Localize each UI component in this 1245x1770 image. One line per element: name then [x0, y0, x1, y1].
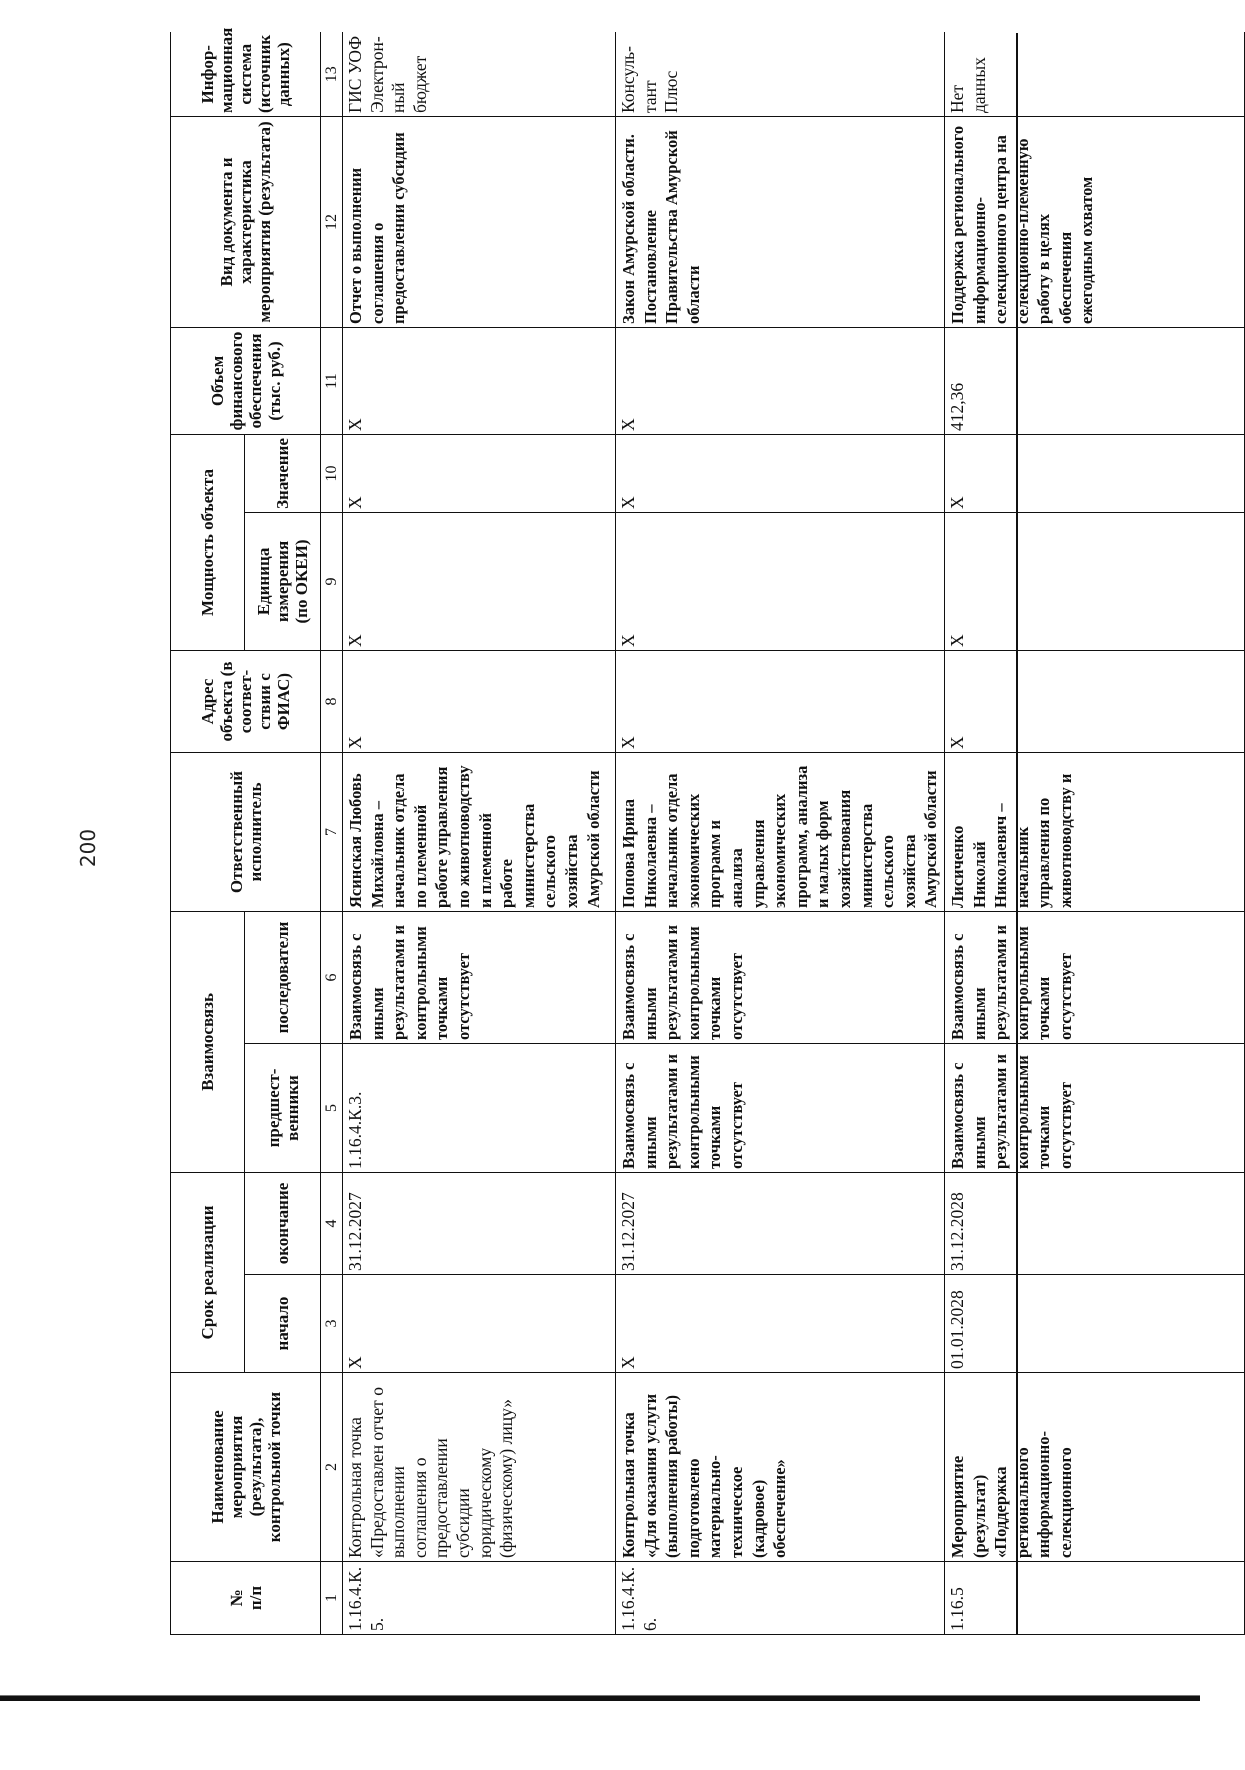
- cell-responsible: Лисиченко Николай Николаевич – начальник управления по животноводству и: [944, 752, 1244, 911]
- cell-name: Мероприятие (результат) «Поддержка регионального информационно- селекционного: [944, 1373, 1244, 1562]
- cell-info-system: ГИС УОФ Электрон- ный бюджет: [343, 32, 616, 116]
- table-row: [343, 32, 616, 1634]
- header-term-group: Срок реализации: [171, 1172, 245, 1372]
- cell-finance: X: [616, 327, 945, 434]
- cell-successors: Взаимосвязь с иными результатами и контрольными точками отсутствует: [343, 911, 616, 1043]
- cell-start: X: [616, 1275, 945, 1373]
- header-term-end: окончание: [245, 1172, 321, 1274]
- table-row: [944, 32, 1244, 1634]
- column-number: 2: [321, 1373, 343, 1562]
- cell-address: X: [616, 650, 945, 752]
- cell-end: 31.12.2027: [616, 1172, 945, 1274]
- cell-predecessors: Взаимосвязь с иными результатами и контрольными точками отсутствует: [616, 1043, 945, 1172]
- cell-address: X: [944, 650, 1244, 752]
- header-finance: Объем финансового обеспечения (тыс. руб.): [171, 327, 321, 434]
- plan-table: [170, 27, 1245, 1635]
- header-capacity-value: Значение: [245, 434, 321, 512]
- page-number: 200: [76, 828, 100, 868]
- cell-doc: Отчет о выполнении соглашения о предоставлении субсидии: [343, 116, 616, 327]
- column-number: 8: [321, 650, 343, 752]
- column-number: 9: [321, 512, 343, 650]
- cell-predecessors: Взаимосвязь с иными результатами и контрольными точками отсутствует: [944, 1043, 1244, 1172]
- cell-info-system: Консуль- тант Плюс: [616, 32, 945, 116]
- cell-name: Контрольная точка «Для оказания услуги (выполнения работы) подготовлено материально- техническое (кадровое) обеспечение»: [616, 1373, 945, 1562]
- cell-capacity-unit: X: [343, 512, 616, 650]
- cell-start: 01.01.2028: [944, 1275, 1244, 1373]
- cell-responsible: Ясинская Любовь Михайловна – начальник отдела по племенной работе управления по животноводству и племенной работе министерства сельского хозяйства Амурской области: [343, 752, 616, 911]
- cell-successors: Взаимосвязь с иными результатами и контрольными точками отсутствует: [616, 911, 945, 1043]
- cell-doc: Поддержка регионального информационно- селекционного центра на селекционно-племенную работу в целях обеспечения ежегодным охватом: [944, 116, 1244, 327]
- header-name: Наименование мероприятия (результата), контрольной точки: [171, 1373, 321, 1562]
- header-capacity-group: Мощность объекта: [171, 434, 245, 650]
- cell-num: 1.16.5: [944, 1562, 1244, 1635]
- table-row: [616, 32, 945, 1634]
- cell-successors: Взаимосвязь с иными результатами и контрольными точками отсутствует: [944, 911, 1244, 1043]
- column-number-row: [321, 32, 343, 1634]
- scan-edge-line: [0, 1696, 1200, 1701]
- header-num: № п/п: [171, 1562, 321, 1635]
- cell-capacity-unit: X: [944, 512, 1244, 650]
- cell-capacity-value: X: [944, 434, 1244, 512]
- cell-capacity-value: X: [616, 434, 945, 512]
- scan-edge-shadow: [0, 1695, 1200, 1696]
- cell-info-system: Нет данных: [944, 32, 1244, 116]
- cell-finance: 412,36: [944, 327, 1244, 434]
- header-link-prev: предшест- венники: [245, 1043, 321, 1172]
- cell-predecessors: 1.16.4.К.3.: [343, 1043, 616, 1172]
- header-term-start: начало: [245, 1275, 321, 1373]
- plan-table-container: [170, 27, 1097, 1635]
- column-number: 3: [321, 1275, 343, 1373]
- column-number: 11: [321, 327, 343, 434]
- cell-num: 1.16.4.К. 5.: [343, 1562, 616, 1635]
- header-info-system: Инфор- мационная система (источник данных): [171, 32, 321, 116]
- cell-capacity-unit: X: [616, 512, 945, 650]
- header-link-group: Взаимосвязь: [171, 911, 245, 1172]
- column-number: 5: [321, 1043, 343, 1172]
- cell-end: 31.12.2027: [343, 1172, 616, 1274]
- cell-doc: Закон Амурской области. Постановление Правительства Амурской области: [616, 116, 945, 327]
- column-number: 7: [321, 752, 343, 911]
- cell-end: 31.12.2028: [944, 1172, 1244, 1274]
- cell-name: Контрольная точка «Предоставлен отчет о выполнении соглашения о предоставлении субсидии юридическому (физическому) лицу»: [343, 1373, 616, 1562]
- column-number: 4: [321, 1172, 343, 1274]
- header-link-next: последователи: [245, 911, 321, 1043]
- header-responsible: Ответственный исполнитель: [171, 752, 321, 911]
- cell-finance: X: [343, 327, 616, 434]
- header-row: [171, 32, 245, 1634]
- cell-responsible: Попова Ирина Николаевна – начальник отдела экономических программ и анализа управления экономических программ, анализа и малых форм хозяйствования министерства сельского хозяйства Амурской области: [616, 752, 945, 911]
- column-number: 6: [321, 911, 343, 1043]
- header-address: Адрес объекта (в соответ- ствии с ФИАС): [171, 650, 321, 752]
- cell-address: X: [343, 650, 616, 752]
- column-number: 13: [321, 32, 343, 116]
- cell-start: X: [343, 1275, 616, 1373]
- column-number: 12: [321, 116, 343, 327]
- header-capacity-unit: Единица измерения (по ОКЕИ): [245, 512, 321, 650]
- cell-num: 1.16.4.К. 6.: [616, 1562, 945, 1635]
- header-doc: Вид документа и характеристика мероприятия (результата): [171, 116, 321, 327]
- column-number: 1: [321, 1562, 343, 1635]
- column-number: 10: [321, 434, 343, 512]
- cell-capacity-value: X: [343, 434, 616, 512]
